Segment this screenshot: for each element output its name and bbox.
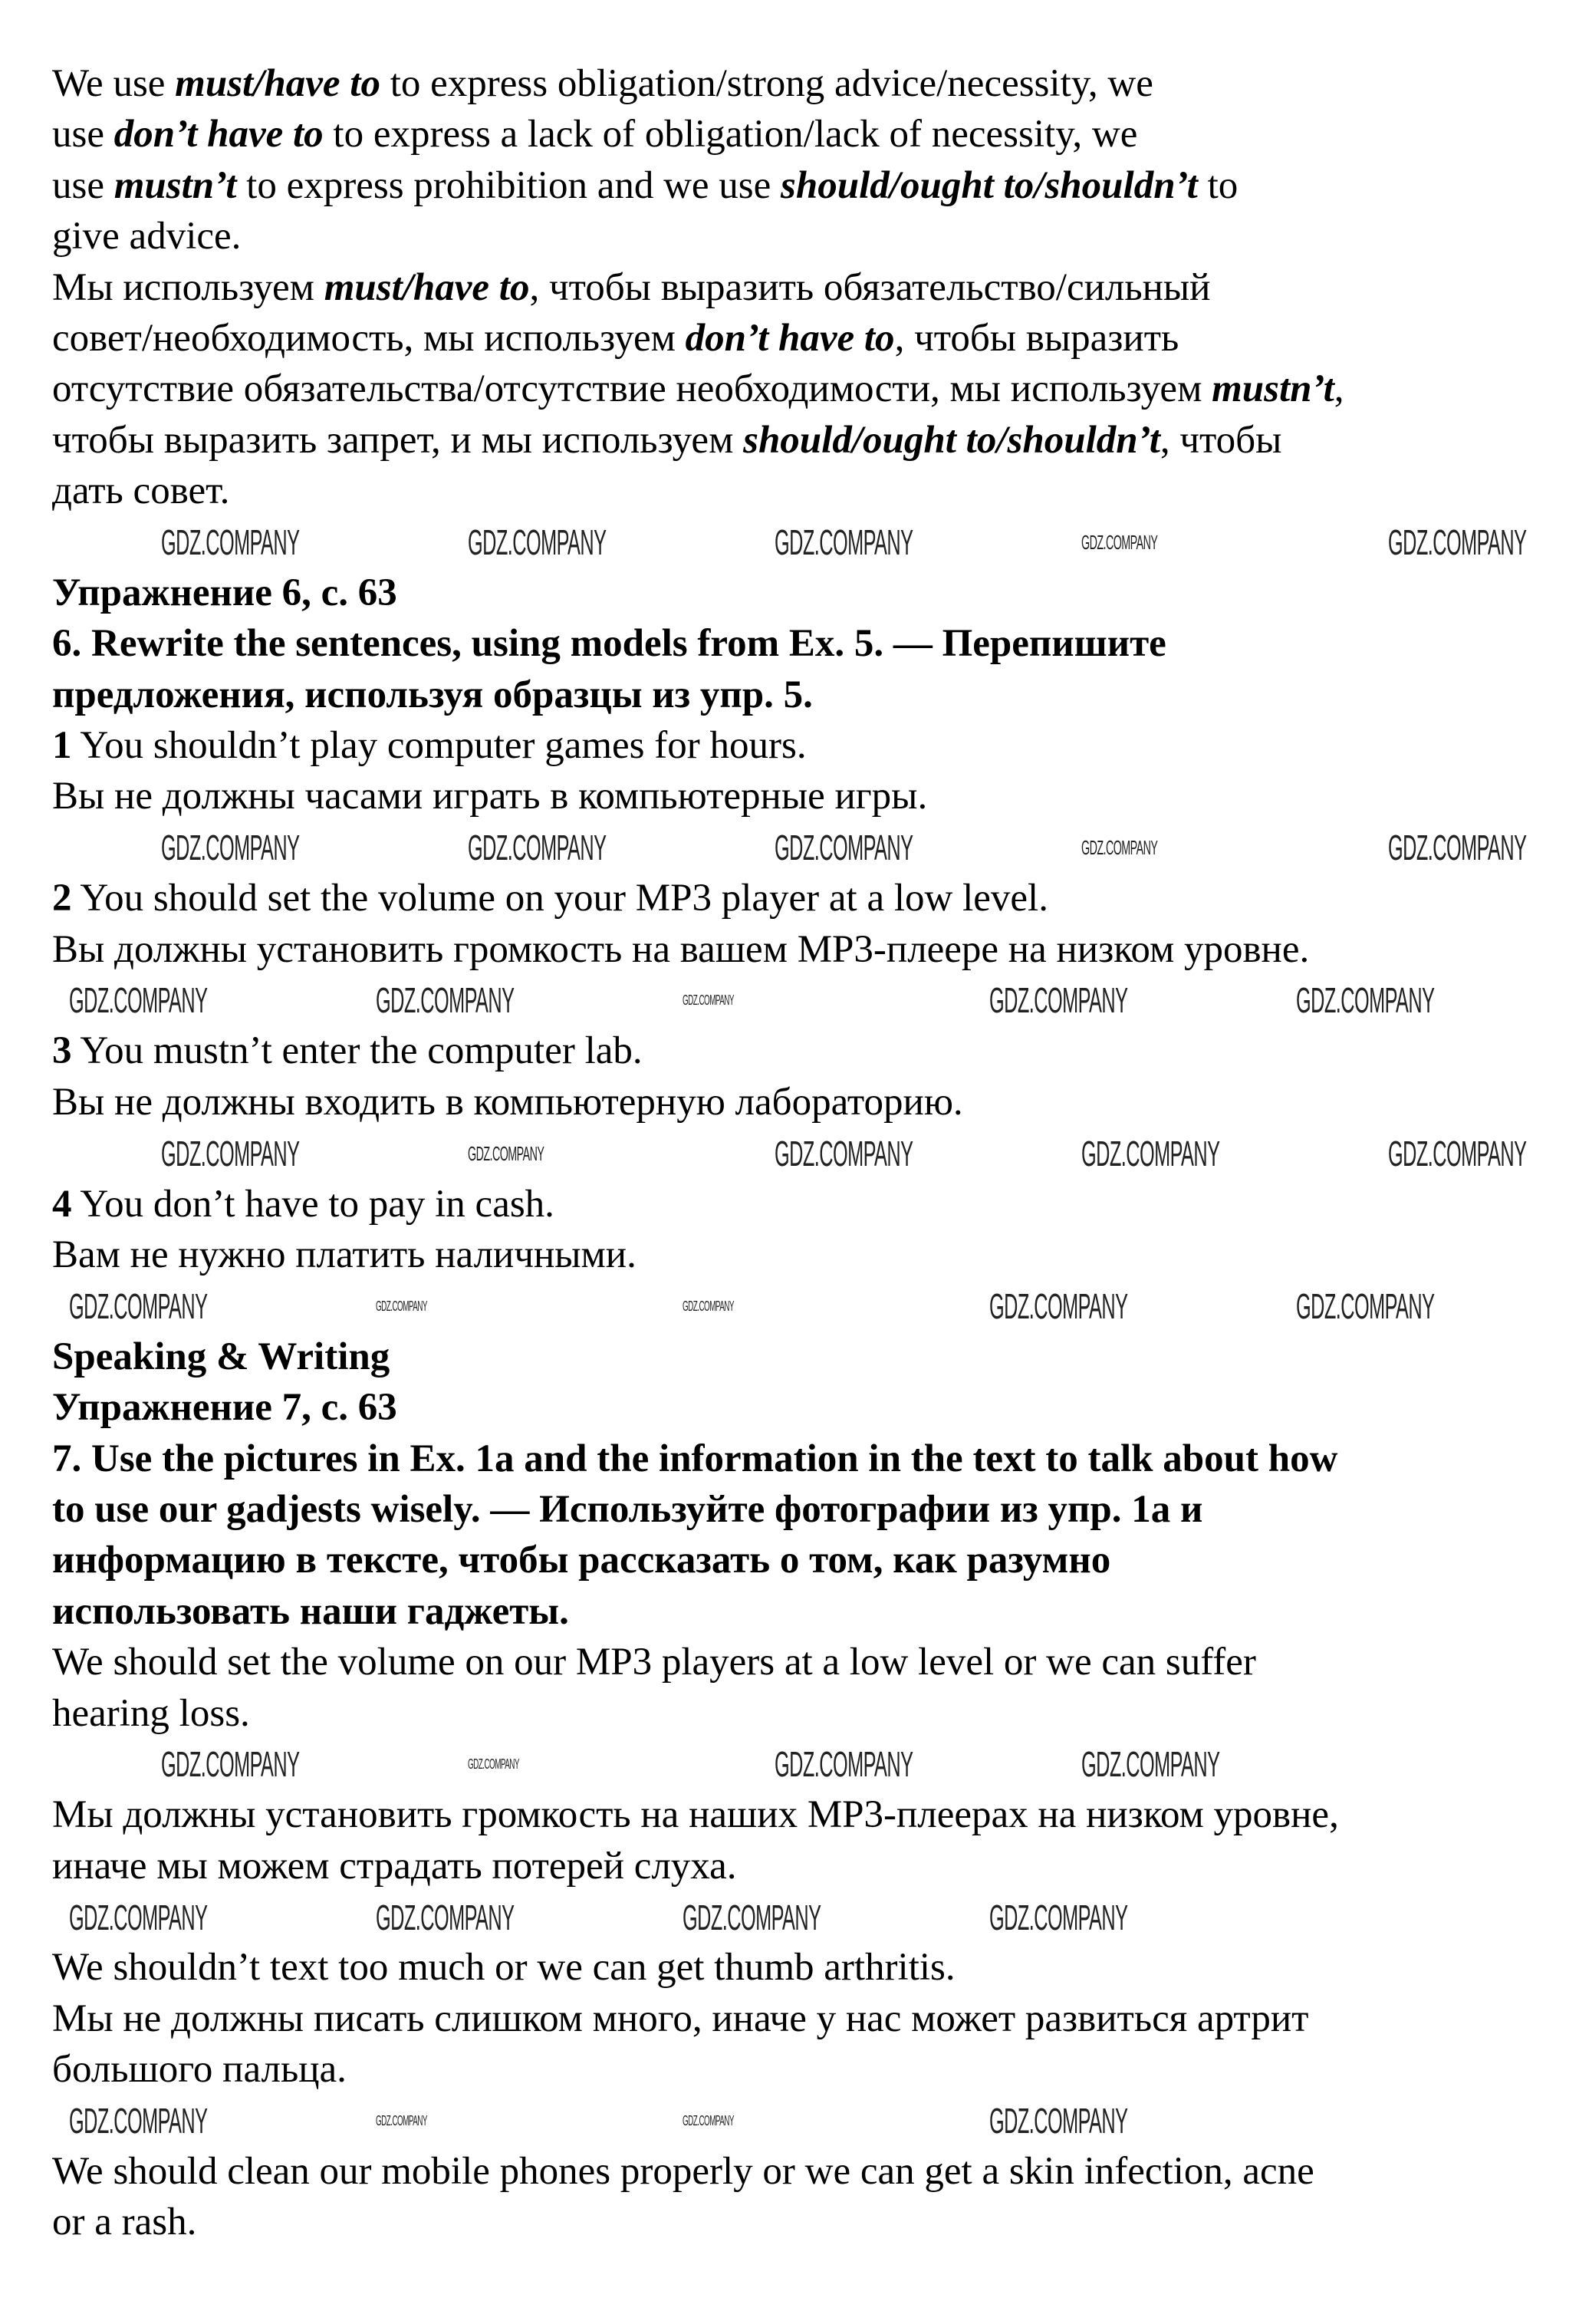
text-line (52, 313, 1555, 364)
watermark: GDZ.COMPANY (1081, 1133, 1220, 1174)
watermark: GDZ.COMPANY (989, 2101, 1128, 2141)
blank-line (52, 2095, 1555, 2146)
text-line (52, 1025, 1555, 1076)
text-line (52, 771, 1555, 821)
text-line (52, 1789, 1555, 1840)
text-line (52, 1382, 1555, 1433)
emphasized-text: should/ought to/shouldn’t (743, 418, 1160, 462)
text-segment: We should set the volume on our MP3 players at a low level or we can suffer (52, 1641, 1256, 1684)
text-segment: We shouldn’t text too much or we can get thumb arthritis. (52, 1946, 956, 1990)
text-segment: Вам не нужно платить наличными. (52, 1233, 637, 1276)
text-line (52, 364, 1555, 414)
text-line (52, 58, 1555, 109)
text-segment: Мы должны установить громкость на наших MP3-плеерах на низком уровне, (52, 1793, 1339, 1837)
text-segment: иначе мы можем страдать потерей слуха. (52, 1844, 737, 1888)
text-segment: You don’t have to pay in cash. (71, 1182, 554, 1226)
text-segment: You should set the volume on your MP3 player at a low level. (71, 877, 1048, 920)
text-line (52, 670, 1555, 720)
emphasized-text: mustn’t (113, 163, 237, 207)
watermark: GDZ.COMPANY (775, 522, 913, 562)
watermark: GDZ.COMPANY (775, 1744, 913, 1785)
text-line (52, 262, 1555, 313)
watermark: GDZ.COMPANY (989, 1897, 1128, 1937)
text-segment: чтобы выразить запрет, и мы используем (52, 418, 744, 462)
text-line (52, 2197, 1555, 2247)
watermark: GDZ.COMPANY (683, 1298, 734, 1314)
text-line (52, 415, 1555, 466)
text-segment: , чтобы выразить (894, 316, 1179, 360)
text-segment: or a rash. (52, 2201, 197, 2244)
text-segment: use (52, 113, 114, 156)
text-segment: , чтобы (1160, 418, 1282, 462)
emphasized-text: предложения, используя образцы из упр. 5. (52, 673, 813, 716)
emphasized-text: информацию в тексте, чтобы рассказать о том, как разумно (52, 1539, 1111, 1582)
emphasized-text: 7. Use the pictures in Ex. 1a and the information in the text to talk about how (52, 1437, 1338, 1480)
emphasized-text: to use our gadjests wisely. — Используйте фотографии из упр. 1a и (52, 1487, 1203, 1531)
text-segment: Вы не должны часами играть в компьютерные игры. (52, 775, 928, 818)
text-line (52, 2146, 1555, 2197)
text-line (52, 1229, 1555, 1280)
emphasized-text: Упражнение 6, с. 63 (52, 571, 397, 614)
text-line (52, 1637, 1555, 1687)
text-segment: to (1197, 163, 1239, 207)
text-segment: большого пальца. (52, 2048, 347, 2092)
watermark: GDZ.COMPANY (1081, 530, 1158, 554)
text-segment: Мы не должны писать слишком много, иначе у нас может развиться артрит (52, 1996, 1309, 2040)
watermark: GDZ.COMPANY (376, 980, 515, 1021)
text-segment: give advice. (52, 215, 242, 258)
text-segment: Вы должны установить громкость на вашем MP3-плеере на низком уровне. (52, 927, 1310, 971)
emphasized-text: should/ought to/shouldn’t (781, 163, 1198, 207)
text-line (52, 160, 1555, 211)
emphasized-text: don’t have to (685, 316, 895, 360)
watermark: GDZ.COMPANY (69, 980, 208, 1021)
watermark: GDZ.COMPANY (161, 1133, 300, 1174)
watermark: GDZ.COMPANY (775, 828, 913, 868)
text-segment: We should clean our mobile phones properly or we can get a skin infection, acne (52, 2150, 1314, 2194)
watermark: GDZ.COMPANY (69, 2101, 208, 2141)
text-line (52, 2044, 1555, 2095)
watermark: GDZ.COMPANY (1296, 1285, 1435, 1326)
text-line (52, 1942, 1555, 1993)
text-segment: You shouldn’t play computer games for hours. (71, 724, 807, 768)
watermark: GDZ.COMPANY (683, 2113, 734, 2129)
text-line (52, 1993, 1555, 2044)
text-segment: to express a lack of obligation/lack of necessity, we (323, 113, 1138, 156)
text-segment: дать совет. (52, 469, 230, 513)
text-line (52, 568, 1555, 618)
text-line (52, 618, 1555, 669)
text-segment: We use (52, 62, 176, 105)
watermark: GDZ.COMPANY (683, 1897, 821, 1937)
emphasized-text: 2 (52, 877, 72, 920)
watermark: GDZ.COMPANY (376, 1897, 515, 1937)
emphasized-text: использовать наши гаджеты. (52, 1589, 569, 1633)
emphasized-text: 6. Rewrite the sentences, using models from Ex. 5. — Перепишите (52, 622, 1166, 666)
text-line (52, 1688, 1555, 1739)
text-segment: You mustn’t enter the computer lab. (71, 1029, 643, 1073)
watermark: GDZ.COMPANY (161, 828, 300, 868)
text-line (52, 1586, 1555, 1637)
text-line (52, 211, 1555, 262)
text-segment: Мы используем (52, 265, 324, 309)
emphasized-text: 1 (52, 724, 72, 768)
emphasized-text: don’t have to (113, 113, 324, 156)
text-segment: hearing loss. (52, 1691, 250, 1735)
watermark: GDZ.COMPANY (468, 828, 607, 868)
text-line (52, 1179, 1555, 1229)
watermark: GDZ.COMPANY (161, 1744, 300, 1785)
text-segment: , (1334, 367, 1344, 411)
watermark: GDZ.COMPANY (376, 2113, 427, 2129)
watermark: GDZ.COMPANY (1388, 1133, 1527, 1174)
text-line (52, 720, 1555, 771)
watermark: GDZ.COMPANY (468, 522, 607, 562)
watermark: GDZ.COMPANY (69, 1897, 208, 1937)
text-segment: to express prohibition and we use (236, 163, 781, 207)
text-segment: Вы не должны входить в компьютерную лабораторию. (52, 1080, 963, 1124)
text-segment: отсутствие обязательства/отсутствие необходимости, мы используем (52, 367, 1212, 411)
emphasized-text: must/have to (175, 62, 380, 105)
watermark: GDZ.COMPANY (376, 1298, 427, 1314)
watermark: GDZ.COMPANY (1296, 980, 1435, 1021)
text-line (52, 466, 1555, 516)
watermark: GDZ.COMPANY (989, 980, 1128, 1021)
text-line (52, 1077, 1555, 1127)
watermark: GDZ.COMPANY (1081, 1744, 1220, 1785)
emphasized-text: must/have to (324, 265, 530, 309)
emphasized-text: 3 (52, 1029, 72, 1073)
text-line (52, 1434, 1555, 1484)
watermark: GDZ.COMPANY (1081, 836, 1158, 860)
emphasized-text: Упражнение 7, с. 63 (52, 1386, 397, 1430)
text-line (52, 873, 1555, 923)
emphasized-text: 4 (52, 1182, 72, 1226)
watermark: GDZ.COMPANY (468, 1756, 519, 1773)
text-segment: use (52, 163, 114, 207)
emphasized-text: Speaking & Writing (52, 1335, 390, 1378)
text-segment: совет/необходимость, мы используем (52, 316, 686, 360)
text-line (52, 1841, 1555, 1891)
text-segment: , чтобы выразить обязательство/сильный (529, 265, 1211, 309)
text-line (52, 1484, 1555, 1535)
watermark: GDZ.COMPANY (468, 1141, 544, 1165)
text-line (52, 1535, 1555, 1585)
text-line (52, 109, 1555, 160)
watermark: GDZ.COMPANY (775, 1133, 913, 1174)
text-segment: to express obligation/strong advice/necessity, we (380, 62, 1153, 105)
text-line (52, 1332, 1555, 1382)
emphasized-text: mustn’t (1212, 367, 1334, 411)
watermark: GDZ.COMPANY (69, 1285, 208, 1326)
watermark: GDZ.COMPANY (989, 1285, 1128, 1326)
watermark: GDZ.COMPANY (683, 992, 734, 1009)
watermark: GDZ.COMPANY (1388, 522, 1527, 562)
watermark: GDZ.COMPANY (161, 522, 300, 562)
text-line (52, 924, 1555, 975)
watermark: GDZ.COMPANY (1388, 828, 1527, 868)
